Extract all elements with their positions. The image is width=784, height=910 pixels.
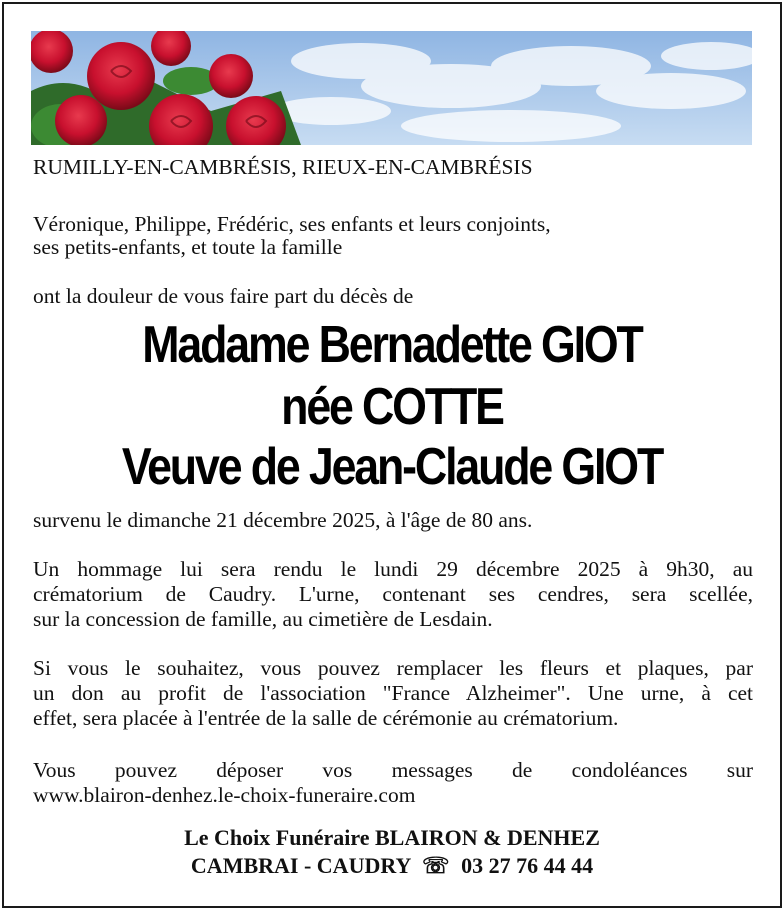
- ceremony-paragraph: [33, 557, 753, 632]
- family-line-1: Véronique, Philippe, Frédéric, ses enfants et leurs conjoints,: [33, 212, 551, 236]
- deceased-name: Madame Bernadette GIOT: [142, 316, 642, 374]
- death-info-line: survenu le dimanche 21 décembre 2025, à l'âge de 80 ans.: [33, 508, 533, 532]
- ceremony-line-1: Un hommage lui sera rendu le lundi 29 décembre 2025 à 9h30, au: [33, 557, 753, 581]
- condolences-paragraph: [33, 758, 753, 808]
- ceremony-line-2: crématorium de Caudry. L'urne, contenant ses cendres, sera scellée,: [33, 582, 753, 606]
- condolences-line: Vous pouvez déposer vos messages de condoléances sur: [33, 758, 753, 782]
- donation-line-2: un don au profit de l'association "France Alzheimer". Une urne, à cet: [33, 681, 753, 705]
- deceased-maiden-name: née COTTE: [281, 378, 503, 436]
- banner-image: [31, 31, 752, 145]
- donation-line-3: effet, sera placée à l'entrée de la salle de cérémonie au crématorium.: [33, 706, 619, 730]
- funeral-home-name: Le Choix Funéraire BLAIRON & DENHEZ: [184, 825, 600, 850]
- phone-icon: ☏: [422, 853, 450, 878]
- roses-sky-banner: [31, 31, 752, 145]
- announcement-line: ont la douleur de vous faire part du décès de: [33, 284, 414, 308]
- condolences-url: www.blairon-denhez.le-choix-funeraire.com: [33, 783, 416, 807]
- funeral-home-contact: [0, 851, 784, 881]
- deceased-widow-of: Veuve de Jean-Claude GIOT: [121, 438, 663, 496]
- ceremony-line-3: sur la concession de famille, au cimetière de Lesdain.: [33, 607, 493, 631]
- funeral-home-city: CAMBRAI - CAUDRY: [190, 853, 411, 878]
- donation-paragraph: [33, 656, 753, 731]
- location-line: RUMILLY-EN-CAMBRÉSIS, RIEUX-EN-CAMBRÉSIS: [33, 155, 533, 179]
- donation-line-1: Si vous le souhaitez, vous pouvez remplacer les fleurs et plaques, par: [33, 656, 753, 680]
- family-line-2: ses petits-enfants, et toute la famille: [33, 235, 343, 259]
- funeral-home-phone: 03 27 76 44 44: [461, 853, 594, 878]
